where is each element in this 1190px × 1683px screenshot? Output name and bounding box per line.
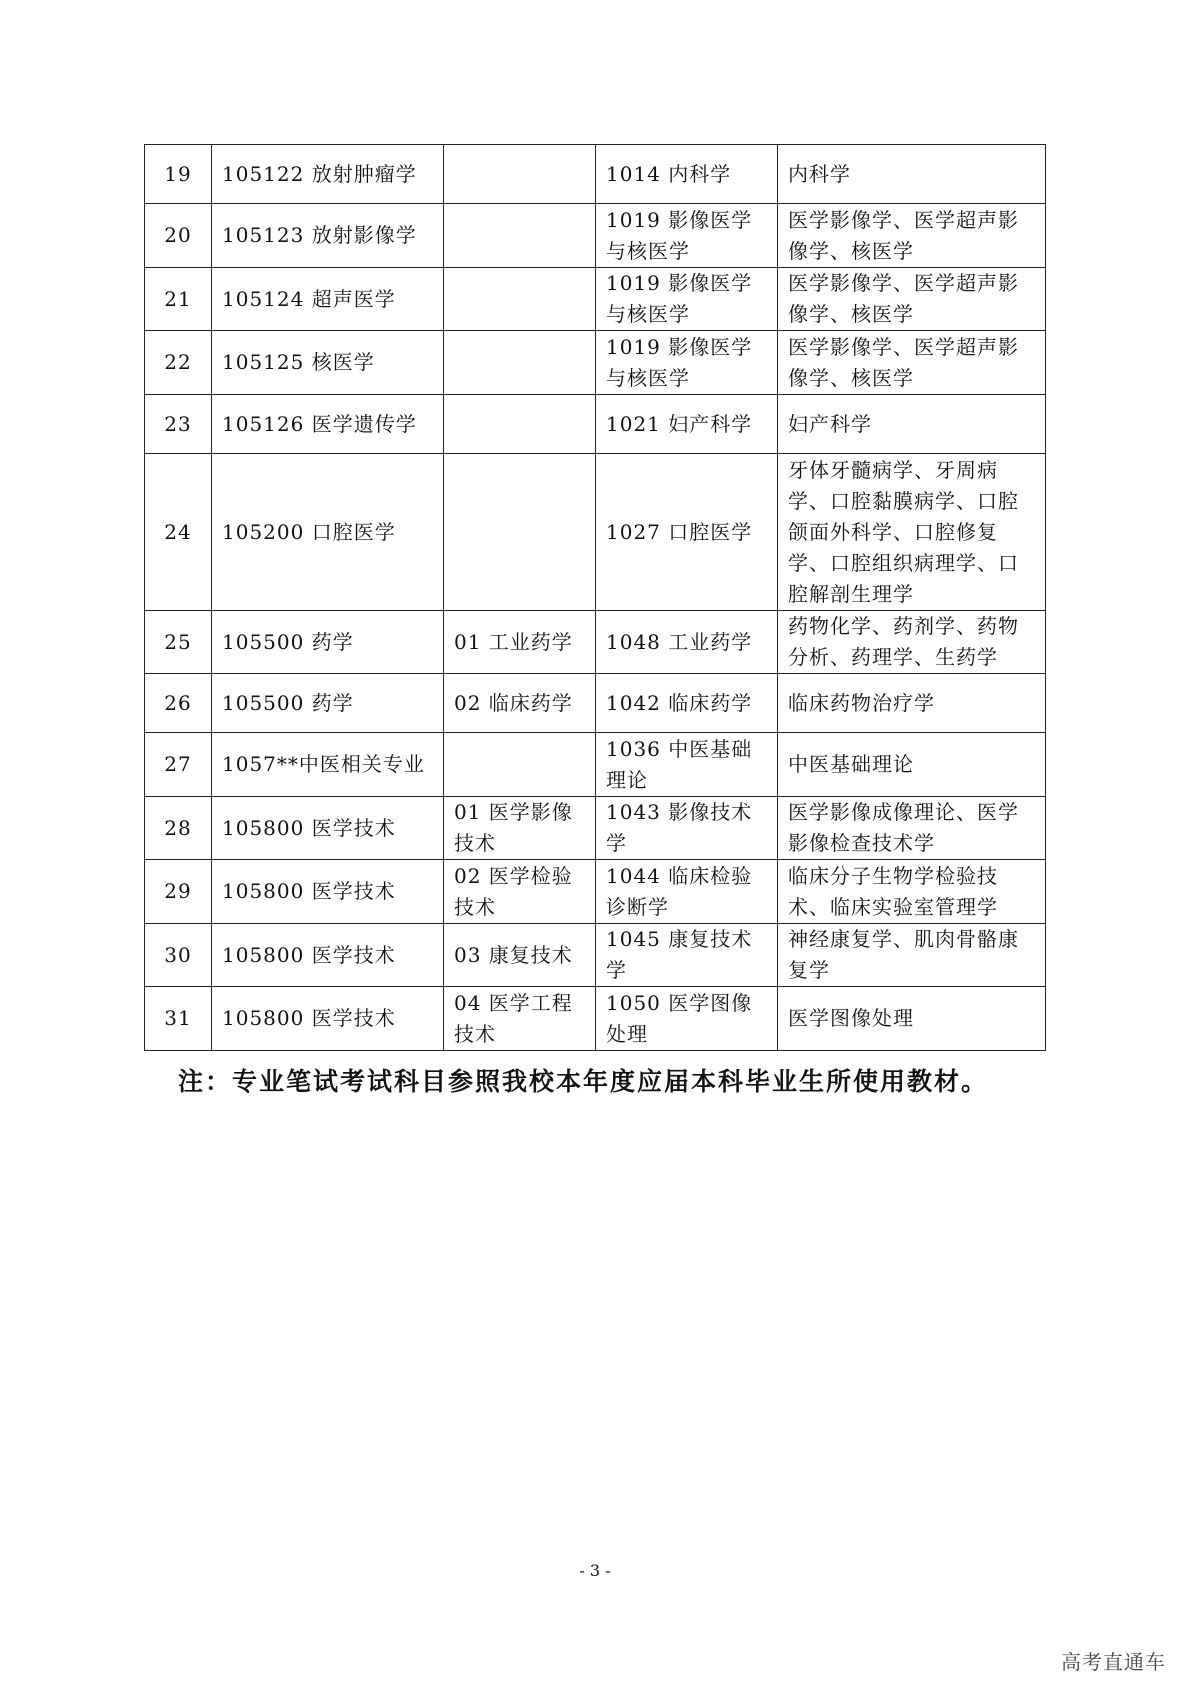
table-row [145,611,1046,674]
textbook-cell: 妇产科学 [778,395,1046,454]
major-cell: 105126 医学遗传学 [212,395,444,454]
page-number: - 3 - [579,1561,611,1580]
major-cell: 105500 药学 [212,674,444,733]
row-number-cell: 29 [145,860,212,924]
row-number-cell: 20 [145,204,212,268]
table-row [145,674,1046,733]
textbook-cell: 临床分子生物学检验技术、临床实验室管理学 [778,860,1046,924]
row-number-cell: 24 [145,454,212,611]
major-cell: 1057**中医相关专业 [212,733,444,797]
exam-subject-cell: 1048 工业药学 [596,611,778,674]
textbook-cell: 牙体牙髓病学、牙周病学、口腔黏膜病学、口腔颌面外科学、口腔修复学、口腔组织病理学、口腔解剖生理学 [778,454,1046,611]
textbook-cell: 神经康复学、肌肉骨骼康复学 [778,924,1046,987]
footnote: 注：专业笔试考试科目参照我校本年度应届本科毕业生所使用教材。 [178,1067,989,1096]
table-row [145,454,1046,611]
row-number-cell: 21 [145,268,212,331]
exam-subject-cell: 1019 影像医学与核医学 [596,204,778,268]
exam-subject-cell: 1043 影像技术学 [596,797,778,860]
direction-cell: 01 工业药学 [444,611,596,674]
row-number-cell: 31 [145,987,212,1051]
row-number-cell: 26 [145,674,212,733]
direction-cell: 02 临床药学 [444,674,596,733]
major-cell: 105123 放射影像学 [212,204,444,268]
textbook-cell: 中医基础理论 [778,733,1046,797]
exam-subject-cell: 1014 内科学 [596,145,778,204]
major-cell: 105200 口腔医学 [212,454,444,611]
row-number-cell: 28 [145,797,212,860]
table-row [145,395,1046,454]
textbook-cell: 临床药物治疗学 [778,674,1046,733]
exam-subject-cell: 1036 中医基础理论 [596,733,778,797]
direction-cell: 02 医学检验技术 [444,860,596,924]
exam-subject-cell: 1019 影像医学与核医学 [596,331,778,395]
row-number-cell: 22 [145,331,212,395]
direction-cell [444,454,596,611]
direction-cell [444,204,596,268]
direction-cell [444,145,596,204]
exam-subject-cell: 1019 影像医学与核医学 [596,268,778,331]
table-row [145,860,1046,924]
textbook-cell: 医学影像学、医学超声影像学、核医学 [778,268,1046,331]
table-row [145,924,1046,987]
exam-subject-cell: 1027 口腔医学 [596,454,778,611]
table-row [145,797,1046,860]
row-number-cell: 27 [145,733,212,797]
textbook-cell: 医学影像学、医学超声影像学、核医学 [778,204,1046,268]
direction-cell [444,395,596,454]
major-cell: 105800 医学技术 [212,797,444,860]
textbook-cell: 医学影像学、医学超声影像学、核医学 [778,331,1046,395]
row-number-cell: 19 [145,145,212,204]
major-cell: 105800 医学技术 [212,860,444,924]
direction-cell: 04 医学工程技术 [444,987,596,1051]
exam-subject-cell: 1045 康复技术学 [596,924,778,987]
row-number-cell: 30 [145,924,212,987]
exam-subjects-table [144,144,1046,1051]
textbook-cell: 药物化学、药剂学、药物分析、药理学、生药学 [778,611,1046,674]
major-cell: 105122 放射肿瘤学 [212,145,444,204]
table-row [145,733,1046,797]
exam-subject-cell: 1021 妇产科学 [596,395,778,454]
row-number-cell: 23 [145,395,212,454]
direction-cell: 01 医学影像技术 [444,797,596,860]
direction-cell [444,331,596,395]
direction-cell [444,733,596,797]
major-cell: 105124 超声医学 [212,268,444,331]
direction-cell [444,268,596,331]
watermark-logo-text: 高考直通车 [1061,1650,1166,1674]
major-cell: 105125 核医学 [212,331,444,395]
textbook-cell: 医学图像处理 [778,987,1046,1051]
table-row [145,331,1046,395]
table-body [145,145,1046,1051]
exam-subject-cell: 1044 临床检验诊断学 [596,860,778,924]
major-cell: 105800 医学技术 [212,924,444,987]
exam-subject-cell: 1050 医学图像处理 [596,987,778,1051]
major-cell: 105500 药学 [212,611,444,674]
table-row [145,987,1046,1051]
table-row [145,204,1046,268]
textbook-cell: 内科学 [778,145,1046,204]
row-number-cell: 25 [145,611,212,674]
textbook-cell: 医学影像成像理论、医学影像检查技术学 [778,797,1046,860]
major-cell: 105800 医学技术 [212,987,444,1051]
exam-subject-cell: 1042 临床药学 [596,674,778,733]
table-row [145,145,1046,204]
table-row [145,268,1046,331]
direction-cell: 03 康复技术 [444,924,596,987]
